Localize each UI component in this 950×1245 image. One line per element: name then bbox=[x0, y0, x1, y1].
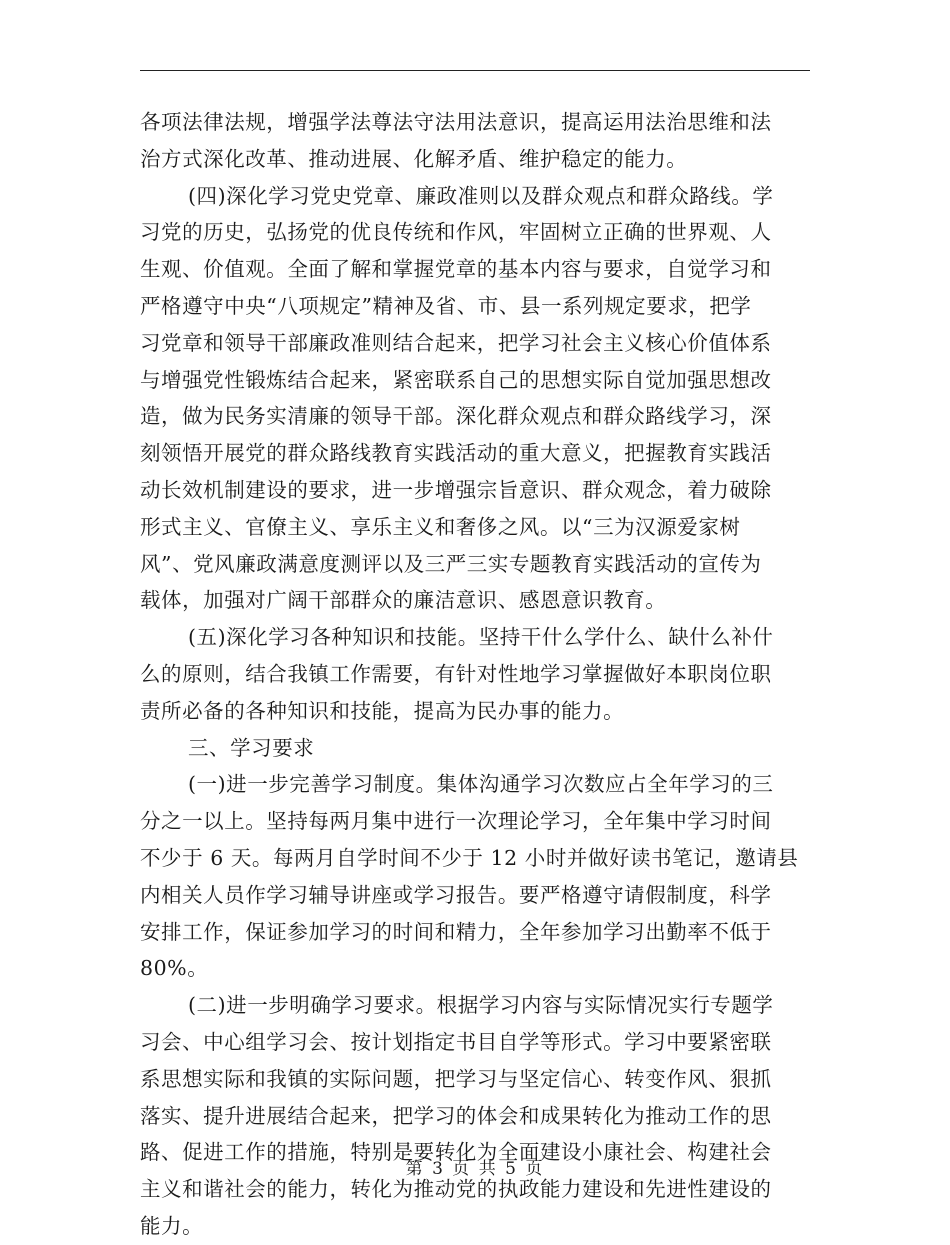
text-line: 与增强党性锻炼结合起来，紧密联系自己的思想实际自觉加强思想改 bbox=[140, 367, 772, 392]
text-line: 习会、中心组学习会、按计划指定书目自学等形式。学习中要紧密联 bbox=[140, 1029, 772, 1054]
text-line: 不少于 6 天。每两月自学时间不少于 12 小时并做好读书笔记，邀请县 bbox=[140, 845, 799, 870]
text-line: 么的原则，结合我镇工作需要，有针对性地学习掌握做好本职岗位职 bbox=[140, 661, 772, 686]
text-line: 各项法律法规，增强学法尊法守法用法意识，提高运用法治思维和法 bbox=[140, 110, 772, 134]
page-number-footer: 第 3 页 共 5 页 bbox=[405, 1159, 545, 1179]
text-line: 形式主义、官僚主义、享乐主义和奢侈之风。以“三为汉源爱家树 bbox=[140, 514, 741, 539]
text-line: 载体，加强对广阔干部群众的廉洁意识、感恩意识教育。 bbox=[140, 588, 667, 613]
text-line: (一)进一步完善学习制度。集体沟通学习次数应占全年学习的三 bbox=[188, 772, 774, 797]
text-line: 能力。 bbox=[140, 1213, 204, 1238]
text-line: 动长效机制建设的要求，进一步增强宗旨意识、群众观念，着力破除 bbox=[140, 477, 772, 502]
text-line: 分之一以上。坚持每两月集中进行一次理论学习，全年集中学习时间 bbox=[140, 809, 772, 834]
text-line: 80%。 bbox=[140, 956, 209, 981]
text-line: 严格遵守中央“八项规定”精神及省、市、县一系列规定要求，把学 bbox=[140, 293, 752, 318]
text-line: 责所必备的各种知识和技能，提高为民办事的能力。 bbox=[140, 698, 625, 723]
text-line: 习党章和领导干部廉政准则结合起来，把学习社会主义核心价值体系 bbox=[140, 330, 772, 355]
text-line: (二)进一步明确学习要求。根据学习内容与实际情况实行专题学 bbox=[188, 993, 774, 1018]
text-line: 三、学习要求 bbox=[188, 735, 315, 760]
text-line: 风”、党风廉政满意度测评以及三严三实专题教育实践活动的宣传为 bbox=[140, 551, 762, 576]
text-line: 落实、提升进展结合起来，把学习的体会和成果转化为推动工作的思 bbox=[140, 1103, 772, 1128]
text-line: 造，做为民务实清廉的领导干部。深化群众观点和群众路线学习，深 bbox=[140, 404, 772, 429]
text-line: 主义和谐社会的能力，转化为推动党的执政能力建设和先进性建设的 bbox=[140, 1177, 772, 1202]
text-line: (四)深化学习党史党章、廉政准则以及群众观点和群众路线。学 bbox=[188, 183, 774, 208]
text-line: 刻领悟开展党的群众路线教育实践活动的重大意义，把握教育实践活 bbox=[140, 441, 772, 466]
text-line: 路、促进工作的措施，特别是要转化为全面建设小康社会、构建社会 bbox=[140, 1140, 772, 1165]
document-body bbox=[140, 104, 820, 1245]
text-line: 安排工作，保证参加学习的时间和精力，全年参加学习出勤率不低于 bbox=[140, 919, 772, 944]
text-line: 生观、价值观。全面了解和掌握党章的基本内容与要求，自觉学习和 bbox=[140, 257, 772, 282]
text-line: 系思想实际和我镇的实际问题，把学习与坚定信心、转变作风、狠抓 bbox=[140, 1066, 772, 1091]
text-line: 治方式深化改革、推动进展、化解矛盾、维护稳定的能力。 bbox=[140, 146, 688, 171]
text-line: (五)深化学习各种知识和技能。坚持干什么学什么、缺什么补什 bbox=[188, 625, 774, 650]
text-line: 习党的历史，弘扬党的优良传统和作风，牢固树立正确的世界观、人 bbox=[140, 220, 772, 245]
text-line: 内相关人员作学习辅导讲座或学习报告。要严格遵守请假制度，科学 bbox=[140, 882, 772, 907]
header-rule bbox=[140, 70, 810, 71]
